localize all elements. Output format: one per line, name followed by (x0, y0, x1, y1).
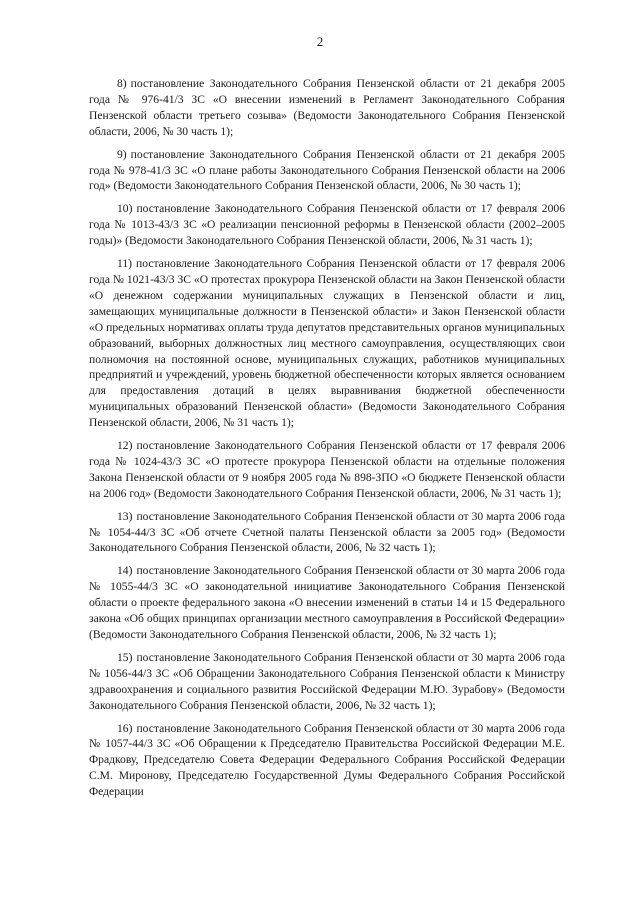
list-item-8 (89, 76, 565, 140)
list-item-14 (89, 563, 565, 643)
item-number: 16) (117, 721, 133, 735)
list-item-16 (89, 721, 565, 801)
item-text: постановление Законодательного Собрания Пензенской области от 17 февраля 2006 года № 1024-43/3 ЗС «О протесте прокурора Пензенской области на отдельные положения Закона Пензенской области от 9 ноября 2005 года № 898-ЗПО «О бюджете Пензенской области на 2006 год» (Ведомости Законодательного Собрания Пензенской области, 2006, № 31 часть 1); (89, 439, 565, 500)
list-item-9 (89, 147, 565, 195)
item-number: 15) (117, 650, 133, 664)
item-number: 11) (117, 257, 133, 271)
item-number: 10) (117, 202, 133, 216)
item-text: постановление Законодательного Собрания Пензенской области от 17 февраля 2006 года № 1021-43/3 ЗС «О протестах прокурора Пензенской области на Закон Пензенской области «О денежном содержании муниципальных служащих в Пензенской области и лиц, замещающих муниципальные должности в Пензенской области» и Закон Пензенской области «О предельных нормативах оплаты труда депутатов представительных органов муниципальных образований, выборных должностных лиц местного самоуправления, осуществляющих свои полномочия на постоянной основе, муниципальных служащих, работников муниципальных предприятий и учреждений, уровень бюджетной обеспеченности которых является основанием для предоставления дотаций в целях выравнивания бюджетной обеспеченности муниципальных образований Пензенской области» (Ведомости Законодательного Собрания Пензенской области, 2006, № 31 часть 1); (89, 257, 565, 430)
list-item-15 (89, 650, 565, 714)
list-item-12 (89, 438, 565, 502)
item-text: постановление Законодательного Собрания Пензенской области от 30 марта 2006 года № 1054-44/3 ЗС «Об отчете Счетной палаты Пензенской области за 2005 год» (Ведомости Законодательного Собрания Пензенской области, 2006, № 32 часть 1); (89, 509, 565, 555)
item-number: 14) (117, 564, 133, 578)
item-text: постановление Законодательного Собрания Пензенской области от 30 марта 2006 года № 1057-44/3 ЗС «Об Обращении к Председателю Правительства Российской Федерации М.Е. Фрадкову, Председателю Совета Федерации Федерального Собрания Российской Федерации С.М. Миронову, Председателю Государственной Думы Федерального Собрания Российской Федерации (89, 721, 565, 799)
item-text: постановление Законодательного Собрания Пензенской области от 21 декабря 2005 года № 978-41/3 ЗС «О плане работы Законодательного Собрания Пензенской области на 2006 год» (Ведомости Законодательного Собрания Пензенской области, 2006, № 30 часть 1); (89, 147, 565, 193)
item-text: постановление Законодательного Собрания Пензенской области от 17 февраля 2006 года № 1013-43/3 ЗС «О реализации пенсионной реформы в Пензенской области (2002–2005 годы)» (Ведомости Законодательного Собрания Пензенской области, 2006, № 31 часть 1); (89, 202, 565, 248)
item-text: постановление Законодательного Собрания Пензенской области от 30 марта 2006 года № 1056-44/3 ЗС «Об Обращении Законодательного Собрания Пензенской области к Министру здравоохранения и социального развития Российской Федерации М.Ю. Зурабову» (Ведомости Законодательного Собрания Пензенской области, 2006, № 32 часть 1); (89, 650, 565, 712)
list-item-10 (89, 201, 565, 249)
item-number: 13) (117, 509, 133, 523)
list-item-13 (89, 509, 565, 557)
item-text: постановление Законодательного Собрания Пензенской области от 21 декабря 2005 года № 976-41/3 ЗС «О внесении изменений в Регламент Законодательного Собрания Пензенской области третьего созыва» (Ведомости Законодательного Собрания Пензенской области, 2006, № 30 часть 1); (89, 77, 565, 138)
item-number: 12) (117, 439, 133, 453)
list-item-11 (89, 256, 565, 431)
page-number: 2 (316, 34, 324, 49)
item-number: 9) (117, 147, 127, 161)
item-text: постановление Законодательного Собрания Пензенской области от 30 марта 2006 года № 1055-44/3 ЗС «О законодательной инициативе Законодательного Собрания Пензенской области о проекте федерального закона «О внесении изменений в статьи 14 и 15 Федерального закона «Об общих принципах организации местного самоуправления в Российской Федерации» (Ведомости Законодательного Собрания Пензенской области, 2006, № 32 часть 1); (89, 564, 565, 641)
list-content (89, 76, 565, 807)
item-number: 8) (117, 77, 127, 90)
